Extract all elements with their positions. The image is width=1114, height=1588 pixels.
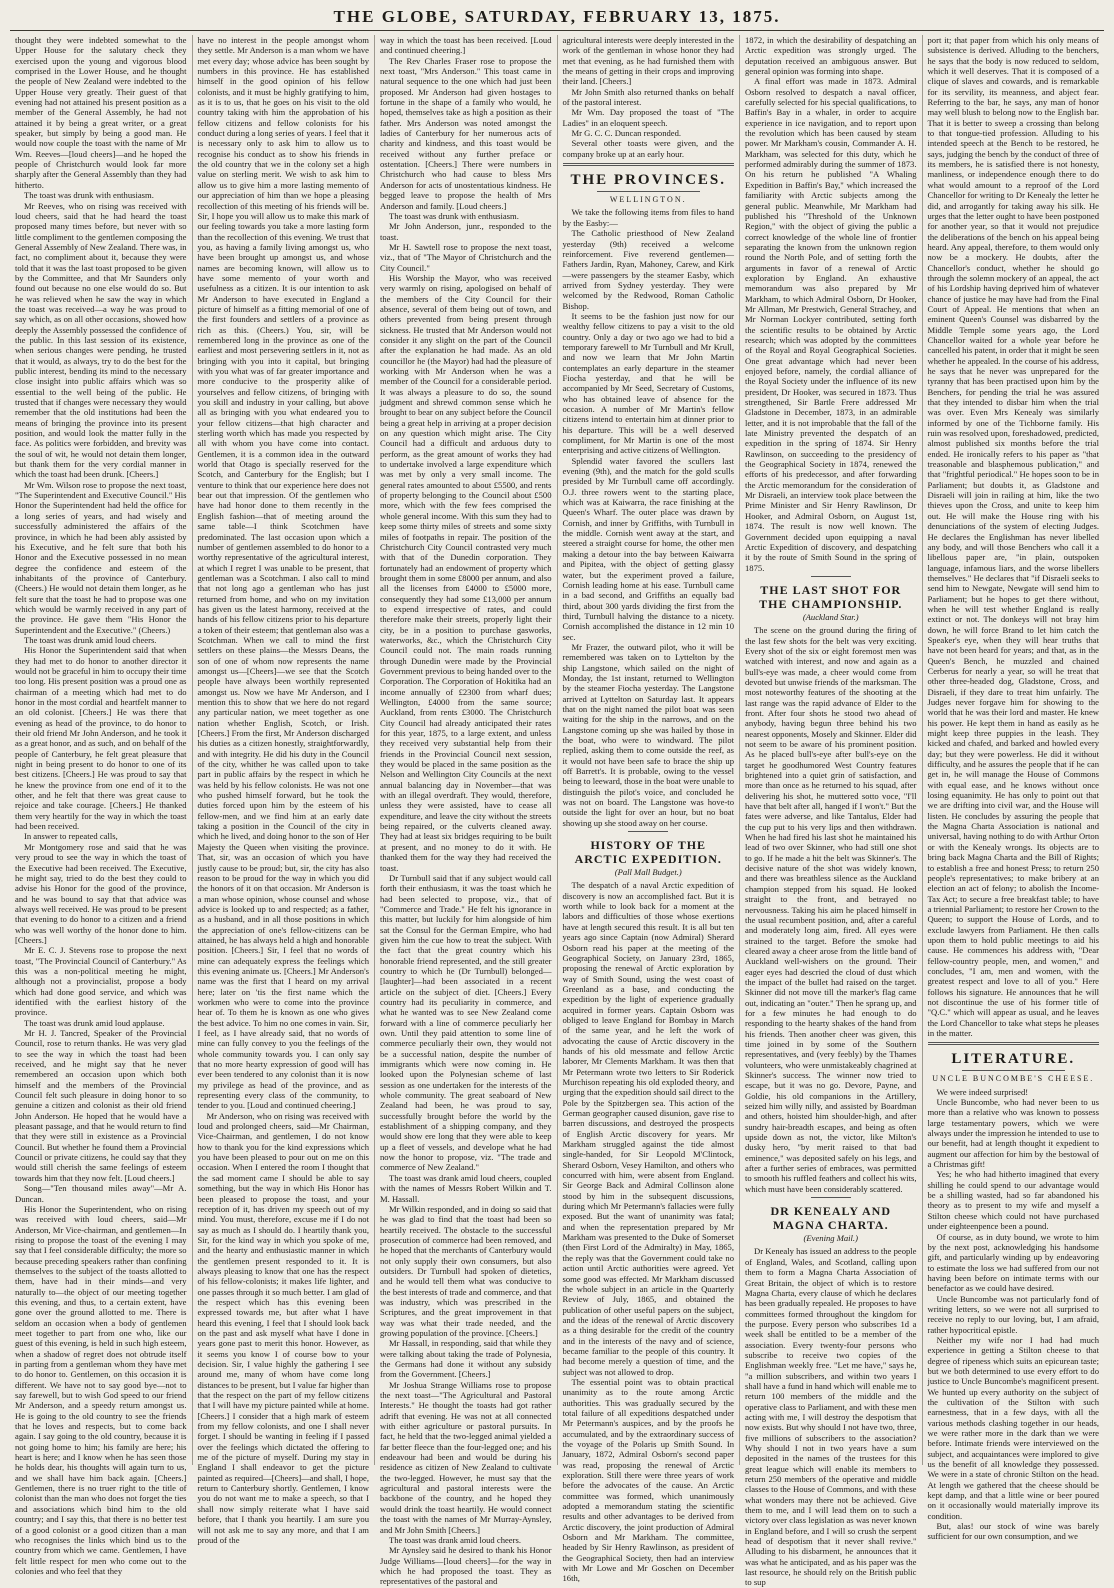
article-paragraph: We take the following items from files to hand by the Easby:— — [562, 207, 734, 228]
article-paragraph: The toast was drunk amid loud cheers. — [24, 634, 157, 645]
columns — [10, 35, 1104, 1588]
column-1 — [10, 35, 193, 1576]
article-paragraph: The toast was drunk with enthusiasm. — [389, 210, 519, 221]
article-paragraph: The Rev Charles Fraser rose to propose the next toast, "Mrs Anderson." This toast came in natural sequence to the one which had just been proposed. Mr Anderson had given hostages to fortune in the shape of a family who would, he hoped, themselves take as high a position as their father. Mrs Anderson was noted amongst the ladies of Canterbury for her numerous acts of charity and kindness, and this toast would be received without any further preface or ostentation. [Cheers.] There were numbers in Christchurch who had cause to bless Mrs Anderson for acts of unostentatious kindness. He begged leave to propose the health of Mrs Anderson and family. [Loud cheers.] — [380, 55, 552, 211]
article-paragraph: Uncle Buncombe, who had never been to us more than a relative who was known to possess large testamentary powers, which we were always under the impression he intended to use to our benefit, had at length thought it expedient to augment our affection for him by the bestowal of a Christmas gift! — [927, 1097, 1099, 1170]
column-6 — [923, 35, 1105, 1542]
section-heading: THE PROVINCES. — [570, 172, 727, 189]
article-paragraph: port it; that paper from which his only means of subsistence is derived. Alluding to the benchers, he says that the body is now reduced to seldom, which it well deserves. That it is composed of a clique of slaves and cowards, and is remarkable for its servility, its meanness, and abject fear. Referring to the bar, he says, any man of honor may well blush to belong now to the English bar. That it is better to sweep a crossing than belong to that tongue-tied profession. Alluding to his intended speech at the Bench to be restored, he says, judging the bench by the conduct of three of its members, he is satisfied there is not honesty, manliness, or independence enough there to do what would amount to a reproof of the Lord Chancellor for writing to Dr Kenealy the letter he did, and arrogantly for taking away his silk. He urges that the letter ought to have been postponed for another year, so that it would not prejudice the deliberations of the bench on his appeal being heard. Any appeal, therefore, to them would only now be a mockery. He doubts, after the Chancellor's conduct, whether he should go through the solemn mockery of an appeal, the act of his Lordship having deprived him of whatever chance of justice he may have had from the Final Court of Appeal. He mentions that when an eminent Queen's Counsel was disbarred by the Middle Temple some years ago, the Lord Chancellor waited for a whole year before he cancelled his patent, in order that it might be seen whether he appealed. In the course of his address, he says that he never was unprepared for the tyranny that has been practised upon him by the Benchers, for pending the trial he was assured that they intended to disbar him when the trial was over. Even Mrs Kenealy was similarly informed by one of the Tichborne family. His ruin was resolved upon, foreshadowed, predicted, almost published six months before the trial ended. He ironically refers to his paper as "that treasonable and blasphemous publication," and that "frightful periodical." He hopes soon to be in Parliament; but doubts it, as Gladstone and Disraeli will join in railing at him, like the two thieves upon the Cross, and unite to keep him out. He will make the House ring with his denunciations of the system of electing Judges. He declares the Englishman has never libelled any body, and will those Benchers who call it a libellous paper are, "in plain, outspoken language, infamous liars, and the worse libellers themselves." He declares that "if Disraeli seeks to send him to Newgate, Newgate will send him to Parliament; but he hopes to get there without, when he will test whether England is really extinct or not. The donkeys will not bray him down, he will force Brand to let him catch the Speaker's eye, when they will hear truths that have not been heard for years; and that, as in the Queen's Bench, he muzzled and chained Cerberus for nearly a year, so will he treat that other three-headed dog, Gladstone, Cross, and Disraeli, if they dare to treat him unfairly. The Judges never forgave him for showing to the world that he was their lord and master. He knew his power. He kept them in hand as easily as he might keep three puppies in the leash. They kicked and chafed, and barked and howled every day; but they were powerless. He did it without difficulty, and he assures the people that if he can get in, he will manage the House of Commons with equal ease, and he knows without once losing equanimity. He has only to point out that we are drifting into civil war, and the House will listen. He concludes by assuring the people that the Magna Charta Association is national and universal, having nothing to do with Arthur Orton or with the Kenealy wrongs. Its objects are to bring back Magna Charta and the Bill of Rights; to establish a free and honest Press; to return 250 people's representatives; to make bribery at an election an act of felony; to abolish the Income-Tax Act; to secure a free breakfast table; to have a triennial Parliament; to restore her Crown to the Queen; to support the House of Lords, and to exclude lawyers from Parliament. He then calls upon them to hold public meetings to aid his cause. He commences his address with, "Dear fellow-country people, men, and women," and concludes, "I am, men and women, with the greatest respect and love to all of you." Here follows his signature. He announces that he will not discontinue the use of his former title of "Q.C." which will appear as usual, and he leaves the Lord Chancellor to take what steps he pleases in the matter. — [927, 35, 1099, 1038]
article-paragraph: Mr Frazer, the outward pilot, who it will be remembered was taken on to Lyttelton by the ship Langstone, which sailed on the night of Monday, the 1st instant, returned to Wellington by the steamer Fiocha yesterday. The Langstone arrived at Lyttelton on Saturday last. It appears that on the night named the pilot boat was seen waiting for the ship in the narrows, and on the Langstone coming up she was hailed by those in the boat, who were to windward. The pilot replied, asking them to come outside the reef, as it would not have been safe to brace the ship up off Barrett's. It is probable, owing to the vessel being to leeward, those in the boat were unable to distinguish the pilot's voice, and concluded he was not on board. The Langstone was hove-to outside the light for over an hour, but no boat showing up she stood away on her course. — [562, 641, 734, 828]
column-5 — [740, 35, 923, 1588]
article-paragraph: Mr Wm. Day proposed the toast of "The Ladies" in an eloquent speech. — [562, 107, 734, 128]
article-paragraph: thought they were indebted somewhat to the Upper House for the salutary check they exercised upon the young and vigorous blood comprised in the Lower House, and he thought the people of New Zealand were indebted to the Upper House very greatly. Their guest of that evening had not attained his present position as a member of the General Assembly, he had not attained it by being a great writer, or a great speaker, but simply by being a good man. He would now couple the toast with the name of Mr Wm. Reeves—[loud cheers]—and he hoped the people of Christchurch would look far more sharply after the General Assembly than they had hitherto. — [15, 35, 187, 190]
heading-underline — [597, 191, 700, 192]
section-heading: LITERATURE. — [951, 1051, 1076, 1068]
article-paragraph: The toast was drank amid loud cheers, coupled with the names of Messrs Robert Wilkin and T. M. Hassall. — [380, 1172, 552, 1204]
article-paragraph: Neither my wife nor I had had much experience in getting a Stilton cheese to that degree of ripeness which suits an epicurean taste; but we both determined to use every effort to do justice to Uncle Buncombe's magnificent present. We hunted up every authority on the subject of the cultivation of the Stilton with such earnestness, that in a few days, with all the various methods clashing together in our heads, we were rather more in the dark than we were before. Intimate friends were interviewed on the subject, and acquaintances were implored to give us the benefit of all knowledge they possessed. We were in a state of chronic Stilton on the head. At length we gathered that the cheese should be kept damp, and that a little wine or beer poured on it occasionally would materially improve its condition. — [927, 1334, 1099, 1521]
article-paragraph: Mr Hassall, in responding, said that while they were talking about taking the trade of Polynesia, the Germans had done it without any subsidy from the Government. [Cheers.] — [380, 1338, 552, 1380]
article-paragraph: The Catholic priesthood of New Zealand yesterday (9th) received a welcome reinforcement. Five reverend gentlemen—Fathers Jardin, Ryan, Mahoney, Carew, and Kirk—were passengers by the steamer Easby, which arrived from Sydney yesterday. They were welcomed by the Redwood, Roman Catholic Bishop. — [562, 228, 734, 311]
article-paragraph: Mr G. C. C. Duncan responded. — [571, 128, 682, 139]
column-3 — [375, 35, 558, 1587]
article-paragraph: 1872, in which the desirability of despatching an Arctic expedition was strongly urged. The deputation received an ambiguous answer. But general opinion was forming into shape. — [745, 35, 917, 77]
article-paragraph: His Honor the Superintendent said that when they had met to do honor to another director it would not be graceful in him to occupy their time too long. His present position was a proud one as chairman of a meeting which had met to do honor in the most cordial and heartfelt manner to an old colonist. [Cheers.] He was there that evening as head of the province, to do honor to their old friend Mr John Anderson, and he took it as a great honor, and as such, and on behalf of the people of Canterbury, he felt great pleasure that night in being present to do honor to one of its best citizens. [Cheers.] He was proud to say that he knew the province from one end of it to the other, and he felt that there was great cause to rejoice and take courage. [Cheers.] He thanked them very heartily for the way in which the toast had been received. — [15, 645, 187, 832]
article-paragraph: Splendid water favored the scullers last evening (9th), and the match for the gold sculls presided by Mr Turnbull came off accordingly. O.J. three rowers went to the starting place, which was at Kaiwarra, the race finishing at the Queen's Wharf. The outer place was drawn by Cornish, and inner by Griffiths, with Turnbull in the middle. Cornish went away at the start, and steered a straight course for home, the other men making a detour into the bay between Kaiwarra and Pipitea, with the object of getting glassy water, but the experiment proved a failure, Cornish leading home at his ease. Turnbull came in a bad second, and Griffiths an equally bad third, about 300 yards dividing the first from the third, Turnbull halving the distance to a nicety. Cornish accomplished the distance in 12 min 10 sec. — [562, 455, 734, 642]
article-paragraph: The toast was drunk amid loud applause. — [24, 1017, 165, 1028]
article-paragraph: Yes; he who had hitherto imagined that every shilling he could spend to our advantage would be a shilling wasted, had so far abandoned his theory as to present to my wife and myself a Stilton cheese which could not have purchased under eighteenpence been a pound. — [927, 1169, 1099, 1232]
section-heading: HISTORY OF THE ARCTIC EXPEDITION. — [574, 838, 722, 867]
article-divider — [811, 576, 851, 577]
section-heading: THE LAST SHOT FOR THE CHAMPIONSHIP. — [759, 582, 903, 611]
section-heading: DR KENEALY AND MAGNA CHARTA. — [770, 1204, 891, 1233]
article-paragraph: The scene on the ground during the firing of the last few shots for the belt was very exciting. Every shot of the six or eight foremost men was watched with interest, and now and again as a bull's-eye was made, a cheer would come from devoted but unwise friends of the marksman. The most noteworthy features of the shooting at the last range was the rapid advance of Elder to the front. After four shots he stood two ahead of anybody, having begun three behind his two nearest opponents, Mosely and Skinner. Elder did not seem to be aware of his prominent position. As he placed bull's-eye after bull's-eye on the target he goodhumored West Country features brightened into a quiet grin of satisfaction, and more than once as he returned to his squad, after delivering his shot, he muttered sotto voce, "I'll have that belt after all, hanged if I won't." But the fates were adverse, and like Tantalus, Elder had the cup put to his very lips and then withdrawn. When he had fired his last shot he maintained his lead of two over Skinner, who had still one shot to go. If he made a hit the belt was Skinner's. The decisive nature of the shot was widely known, and there was breathless silence as the Auckland champion stepped from his squad. He looked straight to the front, and betrayed no nervousness. Taking his aim he placed himself in the usual recumbent position, and, after a careful and moderately long aim, fired. All eyes were strained to the target. Before the smoke had cleared away a cheer arose from the little band of Auckland well-wishers on the ground. Their eager eyes had descried the cloud of dust which the impact of the bullet had raised on the target. Skinner did not move till the marker's flag came out, indicating an "outer." Then he sprang up, and for a few minutes he had enough to do responding to the hearty shakes of the hand from his friends. Then another cheer was given, this time joined in by some of the Southern representatives, and (very feebly) by the Thames volunteers, who were unmistakeably chagrined at Skinner's success. The winner now tried to escape, but it was no go. Devore, Payne, and Goldie, his old companions in the Artillery, seized him willy nilly, and assisted by Boardman and others, hoisted him shoulder-high, and after sundry hair-breadth escapes, and being as often upside down as not, the victor, like Milton's dusky hero, "by merit raised to that bad eminence," was deposited safely on his legs, and after a further series of embraces, was permitted to smooth his ruffled feathers and collect his wits, which must have been considerably scattered. — [745, 625, 917, 1194]
article-paragraph: Dr Turnbull said that if any subject would call forth their enthusiasm, it was the toast which he had been selected to propose, viz., that of "Commerce and Trade." He felt his ignorance in this matter, but luckily for him alongside of him sat the Consul for the German Empire, who had given him the cue how to treat the subject. With the fact that the great country which his honorable friend represented, and the still greater country to which he (Dr Turnbull) belonged—[laughter]—had been associated in a recent article on the subject of diet. [Cheers.] Every country had its peculiarity in commerce, and what he wanted was to see New Zealand come forward with a line of commerce peculiarly her own. Until they paid attention to some line of commerce peculiarly their own, they would not be a successful nation, despite the number of immigrants which were now coming in. He looked upon the Polynesian scheme of last session as one undertaken for the interests of the whole community. The great seaboard of New Zealand had been, he was proud to say, successfully brought before the world by the establishment of a shipping company, and they would show ere long that they were able to keep up a fleet of vessels, and develope what he had now the honor to propose, viz. "The trade and commerce of New Zealand." — [380, 872, 552, 1173]
article-divider — [628, 831, 668, 832]
article-paragraph: Mr H. Sawtell rose to propose the next toast, viz., that of "The Mayor of Christchurch and the City Council." — [380, 241, 552, 273]
article-paragraph: The despatch of a naval Arctic expedition of discovery is now an accomplished fact. But it is worth while to look back for a moment at the labors and difficulties of those whose exertions have at length secured this result. It is all but ten years ago since Captain (now Admiral) Sherard Osborn read his paper at the meeting of the Geographical Society, on January 23rd, 1865, proposing the renewal of Arctic exploration by way of Smith Sound, using the west coast of Greenland as a base, and conducting the expedition by the light of experience gradually acquired in former years. Captain Osborn was obliged to leave England for Bombay in March of the same year, and he left the work of advocating the cause of Arctic discovery in the hands of his old messmate and fellow Arctic laborer, Mr Clements Markham. It was then that Mr Petermann wrote two letters to Sir Roderick Murchison repeating his old exploded theory, and urging that the expedition should sail direct to the Pole by the Spitzbergen sea. This action of the German geographer caused disunion, gave rise to barren discussions, and destroyed the prospects of English Arctic discovery for years. Mr Markham struggled against the tide almost single-handed, for Sir Leopold M'Clintock, Sherard Osborn, Vesey Hamilton, and others who concurred with him, were absent from England. Sir George Back and Admiral Collinson alone stood by him in the subsequent discussions, during which Mr Petermann's fallacies were fully exposed. But the want of unanimity was fatal; and when the representation prepared by Mr Markham was presented to the Duke of Somerset (then First Lord of the Admiralty) in May, 1865, the reply was that the Government could take no action until Arctic authorities were agreed. Yet some good was effected. Mr Markham discussed the whole subject in an article in the Quarterly Review of July, 1865, and obtained the publication of other useful papers on the subject, and the ideas of the renewal of Arctic discovery as a thing desirable for the credit of the country and in the interests of the navy and of science, became familiar to the people of this country. It had become merely a question of time, and the subject was not allowed to drop. — [562, 880, 734, 1377]
article-paragraph: have no interest in the people amongst whom they settle. Mr Anderson is a man whom we have met every day; whose advice has been sought by numbers in this province. He has established himself in the good opinion of his fellow colonists, and it must be highly gratifying to him, as it is to us, that he goes on his visit to the old country taking with him the approbation of his fellow citizens and fellow colonists for his conduct during a long series of years. I feel that it is necessary only to ask him to allow us to recognise his conduct as to show his friends in the old country that we in the colony set a high value on sterling merit. We wish to ask him to allow us to give him a more lasting memento of our appreciation of him than we hope a pleasing recollection of this meeting of his friends will be. Sir, I hope you will allow us to make this mark of our feeling towards you take a more lasting form than the recollection of this evening. We trust that you, as having a family living amongst us, who have been brought up amongst us, and whose names are becoming known, will allow us to have some memento of your worth and usefulness as a citizen. It is our intention to ask Mr Anderson to have executed in England a picture of himself as a fitting memorial of one of the first founders and settlers of a province as rich as this. (Cheers.) You, sir, will be remembered long in the province as one of the earliest and most persevering settlers in it, not as bringing with you into it capital, but bringing with you what was of far greater importance and more conducive to the prosperity alike of yourselves and fellow citizens, of bringing with you skill and industry in your calling, but above all as bringing with you what endeared you to your fellow citizens—that high character and sterling worth which has made you respected by all with whom you have come into contact. Gentlemen, it is a common idea in the outward world that Otago is specially reserved for the Scotch, and Canterbury for the English; but I venture to think that our experience here does not bear out that impression. Of the gentlemen who have had honor done to them recently in the English fashion—that of meeting around the same table—I think Scotchmen have predominated. The last occasion upon which a number of gentlemen assembled to do honor to a worthy representative of the agricultural interest, at which I regret I was unable to be present, that gentleman was a Scotchman. I also call to mind that not long ago a gentleman who has just returned from home, and who on my invitation has given us the latest harmony, received at the hands of his fellow citizens prior to his departure a token of their esteem; that gentleman also was a Scotchman. When we call to mind the first settlers on these plains—the Messrs Deans, the son of one of whom now represents the name amongst us—[Cheers]—we see that the Scotch people have always been worthily represented amongst us. Now we have Mr Anderson, and I mention this to show that we here do not regard any particular nation, we meet together as one nation whether English, Scotch, or Irish. [Cheers.] From the first, Mr Anderson discharged his duties as a citizen honestly, straightforwardly, and with integrity. He did his duty in the Council of the city, whither he was called upon to take part in public affairs by the respect in which he was held by his fellow colonists. He was not one who pushed himself forward, but he took the duties forced upon him by the esteem of his fellow-men, and we find him at an early date taking a position in the Council of the city in which he lived, and doing honor to the son of Her Majesty the Queen when visiting the province. That, sir, was an occasion of which you have justly cause to be proud; but, sir, the city has also reason to be proud for the way in which you did the honors of it on that occasion. Mr Anderson is a man whose opinion, whose counsel and whose advice is looked up to and respected; as a father, as a husband, and in all those positions in which the appreciation of one's fellow-citizens can be attained, he has always held a high and honorable position. [Cheers.] Sir, I feel that no words of mine can adequately express the feelings which this evening animate us. [Cheers.] Mr Anderson's name was the first that I heard on my arrival here; later on 'tis the first name which the workmen who were to come into the province hear of. To them he is known as one who gives the best advice. To him no one comes in vain. Sir, I feel, as I have already said, that no words of mine can fully convey to you the feelings of the whole community towards you. I can only say that no more hearty expression of good will has ever been tendered to any colonist than it is now my privilege as head of the province, and as representing every class of the community, to tender to you. [Loud and continued cheering.] — [197, 35, 369, 1111]
masthead-title: THE GLOBE, SATURDAY, FEBRUARY 13, 1875. — [333, 7, 781, 26]
article-paragraph: Mr Joshua Strange Williams rose to propose the next toast—"The Agricultural and Pastoral Interests." He thought the toasts had got rather adrift that evening. He was not at all connected with either agriculture or pastoral pursuits. In fact, he held that the two-legged animal yielded a far better fleece than the four-legged one; and his endeavour had been and would be during his residence as citizen of New Zealand to cultivate the two-legged. However, he must say that the agricultural and pastoral interests were the backbone of the country, and he hoped they would drink the toast heartily. He would connect the toast with the names of Mr Murray-Aynsley, and Mr John Smith [Cheers.] — [380, 1379, 552, 1535]
section-subheading: UNCLE BUNCOMBE'S CHEESE. — [932, 1074, 1095, 1084]
article-paragraph: Mr John Smith also returned thanks on behalf of the pastoral interest. — [562, 86, 734, 108]
article-paragraph: Several other toasts were given, and the company broke up at an early hour. — [562, 138, 734, 159]
article-paragraph: His Honor the Superintendent, who on rising was received with loud cheers, said—Mr Anderson, Mr Vice-chairman, and gentlemen—In rising to propose the toast of the evening I may say that I feel considerable difficulty; the more so because preceding speakers rather than confining themselves to the subject of the toasts allotted to them, have had in their minds—and very naturally to—the object of our meeting together this evening, and thus, to a certain extent, have gone over the ground allotted to me. There is seldom an occasion when a body of gentlemen meet together to part from one who, like our guest of this evening, is held in such high esteem, when a shadow of regret does not obtrude itself in parting from a gentleman whom they have met to do honor to. Gentlemen, on this occasion it is different. We have not to say good bye—not to say farewell, but to wish God speed to our friend Mr Anderson, and a speedy return amongst us. He is going to the old country to see the friends that he loves and respects, but to come back again. I say going to the old country, because it is not going home to him; his family are here; his heart is here; and I know when he has seen those he holds dear, his thoughts will again turn to us, and we shall have him back again. [Cheers.] Gentlemen, there is no truer right to the title of colonist than the man who does not forget the ties and associations which bind him to the old country; and I say this, that there is no better test of a good colonist or a good citizen than a man who recognises the links which bind us to the country from which we came. Gentlemen, I have felt little respect for men who come out to the colonies and who feel that they — [15, 1203, 187, 1576]
article-paragraph: Mr Wm. Wilson rose to propose the next toast, "The Superintendent and Executive Council." His Honor the Superintendent had held the office for a long series of years, and had wisely and successfully administered the affairs of the province, in which he had been ably assisted by his Executive, and he felt sure that both his Honor and the Executive possessed in no mean degree the confidence and esteem of the inhabitants of the province of Canterbury. (Cheers.) He would not detain them longer, as he felt sure that the toast he had to propose was one which would be warmly received in any part of the province. He gave them "His Honor the Superintendent and the Executive." (Cheers.) — [15, 479, 187, 635]
article-paragraph: The toast was drunk with enthusiasm. — [24, 190, 154, 201]
section-divider — [928, 1042, 1100, 1045]
article-paragraph: Mr Aynsley said he desired to thank his Honor Judge Williams—[loud cheers]—for the way in which he had proposed the toast. They as representatives of the pastoral and — [380, 1545, 552, 1587]
article-source: (Pall Mall Budget.) — [614, 867, 682, 878]
article-paragraph: We were indeed surprised! — [936, 1086, 1029, 1097]
article-paragraph: But, alas! our stock of wine was barely sufficient for our own consumption, and we — [927, 1521, 1099, 1542]
article-paragraph: Mr John Anderson, junr., responded to the toast. — [380, 221, 552, 242]
article-paragraph: Song—"Ten thousand miles away"—Mr A. Duncan. — [15, 1183, 187, 1204]
article-paragraph: Mr Anderson, who on rising was received with loud and prolonged cheers, said—Mr Chairman, Vice-Chairman, and gentlemen, I do not know how to thank you for the kind expressions which you have been pleased to pour out on me on this occasion. When I entered the room I thought that the sad moment came I should be able to say something, but the way in which His Honor has been pleased to propose the toast, and your reception of it, has driven my speech out of my mind. You must, therefore, excuse me if I do not say as much as I should do. I heartily thank you, Sir, for the kind way in which you spoke of me, and the hearty and enthusiastic manner in which the gentlemen present responded to it. It is always pleasing to know that one has the respect of his fellow-colonists; it makes life lighter, and one passes through it so much better. I am glad of the respect which has this evening been expressed towards me, but after what I have heard this evening, I feel that I should look back on the past and ask myself what have I done in years gone past to merit this honor. However, as it seems you know I of course bow to your decision. Sir, I value highly the gathering I see around me, many of whom have come long distances to be present, but I value far higher than that the respect on the part of my fellow citizens that I will have my picture painted while at home. [Cheers.] I consider that a high mark of esteem from my fellow colonists, and one I shall never forget. I should be wanting in feeling if I passed over the feelings which dictated the offering to me of the picture of myself. During my stay in England I shall endeavor to get the picture painted as required—[Cheers]—and shall, I hope, return to Canterbury shortly. Gentlemen, I know you do not want me to make a speech, so that I shall now simply reiterate what I have said before, that I thank you heartily. I am sure you will not ask me to say any more, and that I am proud of the — [197, 1110, 369, 1545]
article-paragraph: His Worship the Mayor, who was received very warmly on rising, apologised on behalf of the members of the City Council for their absence, several of them being out of town, and others prevented from being present through sickness. He trusted that Mr Anderson would not consider it any slight on the part of the Council after the explanation he had made. As an old councillor he (the Mayor) had had the pleasure of working with Mr Anderson when he was a member of the Council for a considerable period. It was always a pleasure to do so, the sound judgment and shrewd common sense which he brought to bear on any subject before the Council being a great help in arriving at a proper decision on any question which might arise. The City Council had a difficult and arduous duty to perform, as the great amount of works they had to undertake involved a large expenditure which was met by only a very small income. The general rates amounted to about £5500, and rents of property belonging to the Council about £500 more, which with the few fees comprised the whole general income. With this sum they had to keep some thirty miles of streets and some sixty miles of footpaths in repair. The position of the Christchurch City Council contrasted very much with that of the Dunedin corporation. They fortunately had an endowment of property which brought them in some £8000 per annum, and also all the licenses from £4000 to £5000 more, consequently they had some £13,000 per annum to expend irrespective of rates, and could therefore make their streets, properly light their city, be in a position to purchase gasworks, waterworks, &c., which the Christchurch City Council could not. The main roads running through Dunedin were made by the Provincial Government previous to being handed over to the Corporation. The Corporation of Hokitika had an income annually of £2300 from wharf dues; Wellington, £4000 from the same source; Auckland, from rents £3000. The Christchurch City Council had already anticipated their rates for this year, 1875, to a large extent, and unless they received very substantial help from their friends in the Provincial Council next session, they would be placed in the same position as the Nelson and Wellington City Councils at the next annual balancing day in November—that was with an illegal overdraft. They would, therefore, unless they were assisted, have to cease all expenditure, and leave the city without the streets being repaired, or the culverts cleaned away. They had at least six bridges requiring to be built at present, and no money to do it with. He thanked them for the way they had received the toast. — [380, 272, 552, 873]
section-subheading: WELLINGTON. — [609, 195, 687, 205]
section-divider — [563, 163, 735, 166]
article-source: (Evening Mail.) — [803, 1233, 858, 1244]
article-paragraph: Mr Montgomery rose and said that he was very proud to see the way in which the toast of the Executive had been received. The Executive, he might say, tried to do the best they could to advise his Honor for the good of the province, and he was bound to say that that advice was always well received. He was proud to be present that evening to do honor to a citizen and a friend who was well worthy of the honor done to him. [Cheers.] — [15, 841, 187, 945]
article-paragraph: Mr Wilkin responded, and in doing so said that he was glad to find that the toast had been so heartily received. The obstacle to the successful prosecution of commerce had been removed, and he hoped that the merchants of Canterbury would not only supply their own consumers, but also outsiders. Dr Turnbull had spoken of dietetics, and he would tell them what was conducive to the best interests of trade and commerce, and that was industry, which was prescribed in the Scriptures, and the great improvement in that way was what their trade needed, and the growing population of the province. [Cheers.] — [380, 1203, 552, 1338]
article-paragraph: way in which the toast has been received. [Loud and continued cheering.] — [380, 35, 552, 56]
heading-underline — [962, 1070, 1065, 1071]
article-paragraph: In answer to repeated calls, — [24, 831, 118, 842]
article-paragraph: Mr H. J. Tancred, Speaker of the Provincial Council, rose to return thanks. He was very glad to see the way in which the toast had been received, and he might say that he never remembered an occasion upon which both himself and the members of the Provincial Council felt such pleasure in doing honor to so genuine a citizen and colonist as their old friend John Anderson. He hoped that he would have a pleasant passage, and that he would return to find that they were still in existence as a Provincial Council. But whether he found them a Provincial Council or private citizens, he could say that they would still cherish the same feelings of esteem towards him that they now felt. [Loud cheers.] — [15, 1028, 187, 1183]
article-paragraph: The toast was drank amid loud cheers. — [389, 1534, 521, 1545]
article-paragraph: Mr Reeves, who on rising was received with loud cheers, said that he had heard the toast proposed many times before, but never with so little compliment to the gentlemen composing the General Assembly of New Zealand. There was, in fact, no compliment about it, because they were told that it was the last toast proposed to be given by the Committee, and that Mr Saunders only found out because no one else would do so. But he was relieved when he saw the way in which the toast was received—a way he was proud to say which, as on all other occasions, showed how deeply the Assembly possessed the confidence of the public. In this last session of its existence, when serious changes were pending, he trusted that it would, as always, try to do the best for the public interest, bending its mind to the necessary close insight into public affairs which was so essential to the well being of the public. He trusted that if changes were necessary they would remember that the old institutions had been the means of bringing the province into its present position, and would look the matter fully in the face. As politics were forbidden, and brevity was the soul of wit, he would not detain them longer, but thank them for the very cordial manner in which the toast had been drunk. [Cheers.] — [15, 200, 187, 480]
article-divider — [811, 1197, 851, 1198]
article-source: (Auckland Star.) — [802, 611, 859, 622]
masthead-rule — [10, 30, 1104, 31]
article-paragraph: Dr Kenealy has issued an address to the people of England, Wales, and Scotland, calling upon them to form a Magna Charta Association of Great Britain, the object of which is to restore Magna Charta, every clause of which he declares has been gradually repealed. He proposes to have committees formed throughout the kingdom for the purpose. Every person who subscribes 1d a week shall be entitled to be a member of the association. Every twenty-four persons who subscribe to receive two copies of the Englishman weekly free. "Let me have," says he, "a million subscribers, and within two years I shall have a fund in hand which will enable me to return 100 members of the middle and the operative class to Parliament, and with these men acting with me, I will destroy the despotism that now exists. But why should I not have two, three, five millions of subscribers to the association? Why should I not in two years have a sum deposited in the names of the trustees for this great league which will enable its members to return 250 members of the operative and middle classes to the House of Commons, and with these what wonders may there not be achieved. Give them to me, and I will lead them on to such a victory over class legislation as was never known in England before, and I will so crush the serpent head of despotism that it never shall revive." Alluding to his disbarment, he announces that it was what he anticipated, and as his paper was the last resource, he should rely on the British public to sup — [745, 1246, 917, 1588]
column-2 — [193, 35, 376, 1545]
article-paragraph: Uncle Buncombe was not particularly fond of writing letters, so we were not all surprised to receive no reply to our loving, but, I am afraid, rather hypocritical epistle. — [927, 1293, 1099, 1335]
article-paragraph: It seems to be the fashion just now for our wealthy fellow citizens to pay a visit to the old country. Only a day or two ago we had to bid a temporary farewell to Mr Turnbull and Mr Krull, and now we learn that Mr John Martin contemplates an early departure in the steamer Fiocha yesterday, and that he will be accompanied by Mr Seed, Secretary of Customs, who has obtained leave of absence for the occasion. A number of Mr Martin's fellow citizens intend to entertain him at dinner prior to his departure. This will be a well deserved compliment, for Mr Martin is one of the most enterprising and active citizens of Wellington. — [562, 310, 734, 456]
article-paragraph: A final effort was made in 1873. Admiral Osborn resolved to despatch a naval officer, carefully selected for his special qualifications, to Baffin's Bay in a whaler, in order to acquire experience in ice navigation, and to report upon the revolution which has been caused by steam power. Mr Markham's cousin, Commander A. H. Markham, was selected for this duty, which he performed admirably during the summer of 1873. On his return he published "A Whaling Expedition in Baffin's Bay," which increased the familiarity with Arctic subjects among the general public. Meanwhile, Mr Markham had published his "Threshold of the Unknown Region," with the object of giving the public a correct knowledge of the whole line of frontier separating the known from the unknown region round the North Pole, and of setting forth the arguments in favor of a renewal of Arctic exploration by England. An exhaustive memorandum was also prepared by Mr Markham, to which Admiral Osborn, Dr Hooker, Mr Allman, Mr Prestwich, General Strachey, and Mr Norman Lockyer contributed, setting forth the scientific results to be obtained by Arctic research; which was adopted by the committees of the Royal and Royal Geographical Societies. One great advantage which had never been enjoyed before, namely, the cordial alliance of the Royal Society under the influence of its new president, Dr Hooker, was secured in 1873. Thus strengthened, Sir Bartle Frere addressed Mr Gladstone in December, 1873, in an admirable letter, and it is not improbable that the fall of the late Ministry prevented the despatch of an expedition in the spring of 1874. Sir Henry Rawlinson, on succeeding to the presidency of the Geographical Society in 1874, renewed the efforts of his predecessor, and after forwarding the Arctic memorandum for the consideration of Mr Disraeli, an interview took place between the Prime Minister and Sir Henry Rawlinson, Dr Hooker, and Admiral Osborn, on August 1st, 1874. The result is now well known. The Government decided upon equipping a naval Arctic Expedition of discovery, and despatching it by the route of Smith Sound in the spring of 1875. — [745, 76, 917, 573]
article-paragraph: Of course, as in duty bound, we wrote to him by the next post, acknowledging his handsome gift, and particularly winding up by endeavoring to estimate the loss we had suffered from our not having been before on intimate terms with our benefactor as we could have desired. — [927, 1231, 1099, 1294]
article-paragraph: agricultural interests were deeply interested in the work of the gentleman in whose honor they had met that evening, as he had furnished them with the means of getting in their crops and improving their land. [Cheers.] — [562, 35, 734, 87]
column-4 — [558, 35, 741, 1584]
article-paragraph: Mr E. C. J. Stevens rose to propose the next toast, "The Provincial Council of Canterbury." As this was a non-political meeting he might, although not a provincialist, propose a body which had done good service, and which was identified with the earliest history of the province. — [15, 945, 187, 1018]
article-paragraph: The essential point was to obtain practical unanimity as to the route among Arctic authorities. This was gradually secured by the total failure of all expeditions despatched under Mr Petermann's auspices, and by the proofs he accumulated, and by the extraordinary success of the voyage of the Polaris up Smith Sound. In January, 1872, Admiral Osborn's second paper was read, proposing the renewal of Arctic exploration. Still there were three years of work before the advocates of the cause. An Arctic committee was formed, which unanimously adopted a memorandum stating the scientific results and other advantages to be derived from Arctic discovery, the joint production of Admiral Osborn and Mr Markham. The committee, headed by Sir Henry Rawlinson, as president of the Geographical Society, then had an interview with Mr Lowe and Mr Goschen on December 16th, — [562, 1376, 734, 1584]
